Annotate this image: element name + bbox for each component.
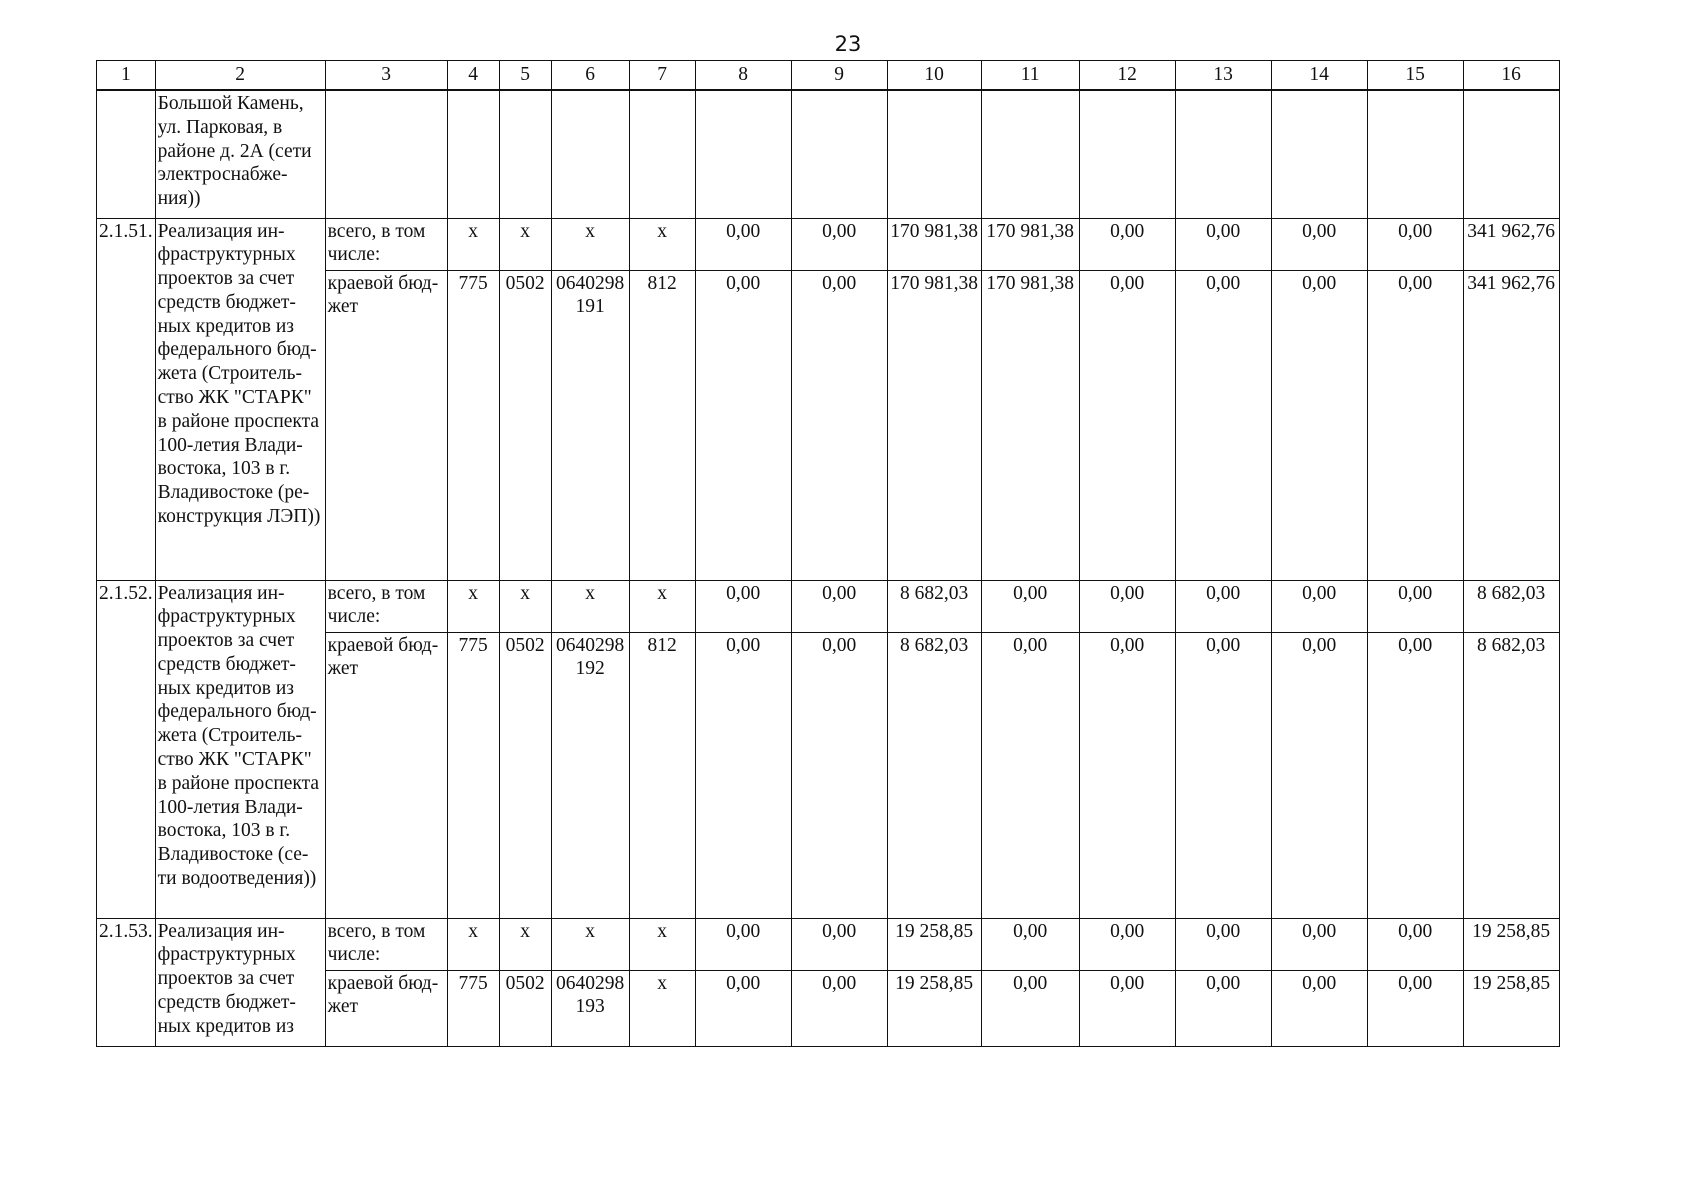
table-cell: 8 682,03: [887, 580, 981, 632]
column-header: 1: [97, 61, 156, 91]
table-cell: 0,00: [791, 270, 887, 580]
table-cell: 0,00: [1175, 218, 1271, 270]
table-cell: 0,00: [981, 632, 1079, 918]
table-cell: 0,00: [695, 580, 791, 632]
table-cell: [981, 90, 1079, 218]
table-cell: x: [629, 970, 695, 1046]
table-cell: 0,00: [1079, 270, 1175, 580]
column-header: 10: [887, 61, 981, 91]
table-cell: x: [551, 918, 629, 970]
table-cell: 0,00: [1271, 632, 1367, 918]
table-cell: 0,00: [1175, 270, 1271, 580]
table-cell: 0,00: [1175, 918, 1271, 970]
table-cell: x: [499, 580, 551, 632]
table-cell: 0,00: [1175, 970, 1271, 1046]
table-cell: [447, 90, 499, 218]
table-cell: 0,00: [1271, 918, 1367, 970]
table-cell: 0,00: [1079, 218, 1175, 270]
column-header: 8: [695, 61, 791, 91]
table-cell: [1367, 90, 1463, 218]
table-cell: [325, 90, 447, 218]
column-number-row: [97, 61, 1560, 91]
table-cell: 8 682,03: [1463, 632, 1559, 918]
table-cell: 775: [447, 970, 499, 1046]
table-cell: 19 258,85: [1463, 918, 1559, 970]
item-number: 2.1.52.: [97, 580, 156, 918]
table-cell: 0640298192: [551, 632, 629, 918]
table-row: [97, 580, 1560, 632]
table-cell: 812: [629, 632, 695, 918]
column-header: 3: [325, 61, 447, 91]
table-cell: [1079, 90, 1175, 218]
funding-source: всего, в том числе:: [325, 218, 447, 270]
table-cell: [499, 90, 551, 218]
column-header: 4: [447, 61, 499, 91]
table-cell: 8 682,03: [887, 632, 981, 918]
table-cell: [1175, 90, 1271, 218]
item-description: Большой Камень, ул. Парковая, в районе д. 2А (сети электроснабже-ния)): [155, 90, 325, 218]
table-cell: 0502: [499, 970, 551, 1046]
table-cell: 0502: [499, 270, 551, 580]
table-cell: 0,00: [1367, 918, 1463, 970]
column-header: 6: [551, 61, 629, 91]
table-cell: 0,00: [695, 918, 791, 970]
table-cell: [791, 90, 887, 218]
table-cell: 0,00: [1271, 218, 1367, 270]
table-cell: 775: [447, 270, 499, 580]
table-cell: 8 682,03: [1463, 580, 1559, 632]
funding-source: всего, в том числе:: [325, 918, 447, 970]
column-header: 5: [499, 61, 551, 91]
table-cell: 341 962,76: [1463, 218, 1559, 270]
table-cell: 341 962,76: [1463, 270, 1559, 580]
table-cell: [629, 90, 695, 218]
funding-source: краевой бюд-жет: [325, 270, 447, 580]
table-cell: x: [499, 918, 551, 970]
budget-table: [96, 60, 1560, 1047]
funding-source: краевой бюд-жет: [325, 970, 447, 1046]
table-cell: 19 258,85: [887, 970, 981, 1046]
table-cell: 0,00: [695, 218, 791, 270]
continuation-row: [97, 90, 1560, 218]
table-cell: 19 258,85: [1463, 970, 1559, 1046]
table-cell: x: [629, 918, 695, 970]
column-header: 7: [629, 61, 695, 91]
table-cell: 0,00: [1367, 580, 1463, 632]
table-cell: 0,00: [981, 580, 1079, 632]
table-cell: 0,00: [1367, 970, 1463, 1046]
table-cell: 775: [447, 632, 499, 918]
column-header: 13: [1175, 61, 1271, 91]
table-cell: [551, 90, 629, 218]
column-header: 14: [1271, 61, 1367, 91]
column-header: 2: [155, 61, 325, 91]
item-description: Реализация ин-фраструктурных проектов за счет средств бюджет-ных кредитов из федерального бюд-жета (Строитель-ство ЖК "СТАРК" в районе проспекта 100-летия Влади-востока, 103 в г. Владивостоке (ре-конструкция ЛЭП)): [155, 218, 325, 580]
funding-source: краевой бюд-жет: [325, 632, 447, 918]
table-cell: x: [499, 218, 551, 270]
table-cell: 170 981,38: [981, 218, 1079, 270]
table-cell: x: [629, 580, 695, 632]
table-cell: 0,00: [1367, 632, 1463, 918]
table-cell: 19 258,85: [887, 918, 981, 970]
table-cell: 0,00: [1175, 580, 1271, 632]
table-cell: 0,00: [1175, 632, 1271, 918]
item-description: Реализация ин-фраструктурных проектов за счет средств бюджет-ных кредитов из: [155, 918, 325, 1046]
table-cell: x: [551, 218, 629, 270]
table-cell: 0,00: [1079, 918, 1175, 970]
table-cell: 0,00: [1079, 580, 1175, 632]
table-cell: 170 981,38: [887, 218, 981, 270]
table-cell: 0,00: [1271, 270, 1367, 580]
table-cell: 0640298193: [551, 970, 629, 1046]
table-cell: x: [447, 918, 499, 970]
table-cell: 0,00: [1271, 580, 1367, 632]
funding-source: всего, в том числе:: [325, 580, 447, 632]
table-cell: 0,00: [1271, 970, 1367, 1046]
table-cell: 0,00: [791, 970, 887, 1046]
page-number: 23: [834, 32, 862, 56]
table-cell: 0640298191: [551, 270, 629, 580]
table-cell: 0,00: [1079, 632, 1175, 918]
item-number: 2.1.51.: [97, 218, 156, 580]
table-cell: [1463, 90, 1559, 218]
table-cell: 0,00: [1079, 970, 1175, 1046]
item-number: 2.1.53.: [97, 918, 156, 1046]
column-header: 11: [981, 61, 1079, 91]
table-cell: 0,00: [695, 970, 791, 1046]
table-cell: [1271, 90, 1367, 218]
column-header: 12: [1079, 61, 1175, 91]
table-cell: 0502: [499, 632, 551, 918]
table-cell: 812: [629, 270, 695, 580]
table-cell: x: [447, 580, 499, 632]
table-cell: 0,00: [695, 270, 791, 580]
table-cell: 0,00: [791, 918, 887, 970]
table-cell: 170 981,38: [981, 270, 1079, 580]
table-cell: 0,00: [791, 580, 887, 632]
table-cell: 0,00: [791, 632, 887, 918]
table-cell: x: [447, 218, 499, 270]
table-cell: 0,00: [1367, 218, 1463, 270]
table-row: [97, 918, 1560, 970]
table-cell: 0,00: [1367, 270, 1463, 580]
table-cell: x: [629, 218, 695, 270]
table-row: [97, 218, 1560, 270]
table-cell: [695, 90, 791, 218]
table-cell: 170 981,38: [887, 270, 981, 580]
column-header: 16: [1463, 61, 1559, 91]
table-cell: [887, 90, 981, 218]
table-cell: [97, 90, 156, 218]
table-cell: 0,00: [695, 632, 791, 918]
column-header: 15: [1367, 61, 1463, 91]
table-cell: 0,00: [981, 970, 1079, 1046]
table-cell: 0,00: [791, 218, 887, 270]
item-description: Реализация ин-фраструктурных проектов за счет средств бюджет-ных кредитов из федерального бюд-жета (Строитель-ство ЖК "СТАРК" в районе проспекта 100-летия Влади-востока, 103 в г. Владивостоке (се-ти водоотведения)): [155, 580, 325, 918]
table-cell: x: [551, 580, 629, 632]
column-header: 9: [791, 61, 887, 91]
table-cell: 0,00: [981, 918, 1079, 970]
